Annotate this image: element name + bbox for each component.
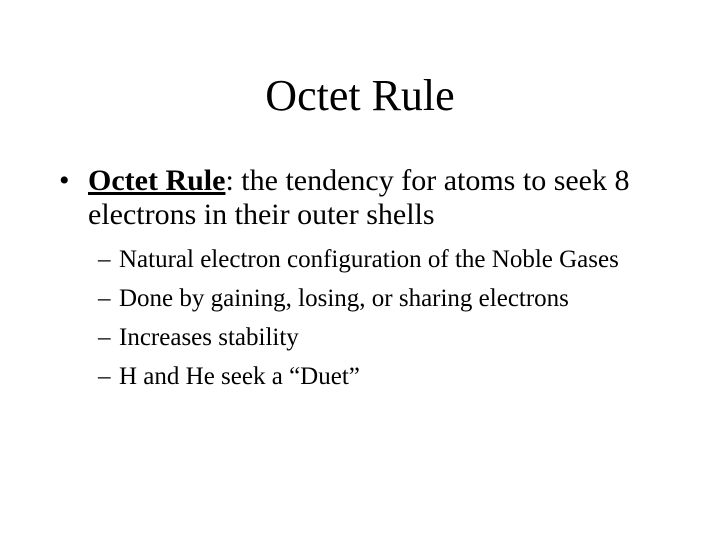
sub-bullet-text: Natural electron configuration of the Noble Gases [119, 246, 619, 273]
bullet-marker: • [59, 164, 70, 197]
sub-bullet-marker: – [98, 246, 111, 273]
bullet-definition: : the tendency for atoms to seek 8 electrons in their outer shells [88, 164, 630, 231]
bullet-row [59, 164, 679, 232]
sub-bullet-list [98, 245, 658, 401]
sub-bullet-item [98, 323, 658, 353]
sub-bullet-marker: – [98, 285, 111, 312]
sub-bullet-marker: – [98, 363, 111, 390]
sub-bullet-item [98, 284, 658, 314]
bullet-term: Octet Rule [88, 164, 226, 197]
sub-bullet-marker: – [98, 324, 111, 351]
bullet-text [88, 164, 679, 232]
sub-bullet-item [98, 245, 658, 275]
sub-bullet-text: Increases stability [119, 324, 299, 351]
sub-bullet-text: Done by gaining, losing, or sharing electrons [119, 285, 569, 312]
main-bullet [59, 164, 679, 232]
sub-bullet-text: H and He seek a “Duet” [119, 363, 360, 390]
sub-bullet-item [98, 362, 658, 392]
slide-title: Octet Rule [265, 71, 455, 120]
